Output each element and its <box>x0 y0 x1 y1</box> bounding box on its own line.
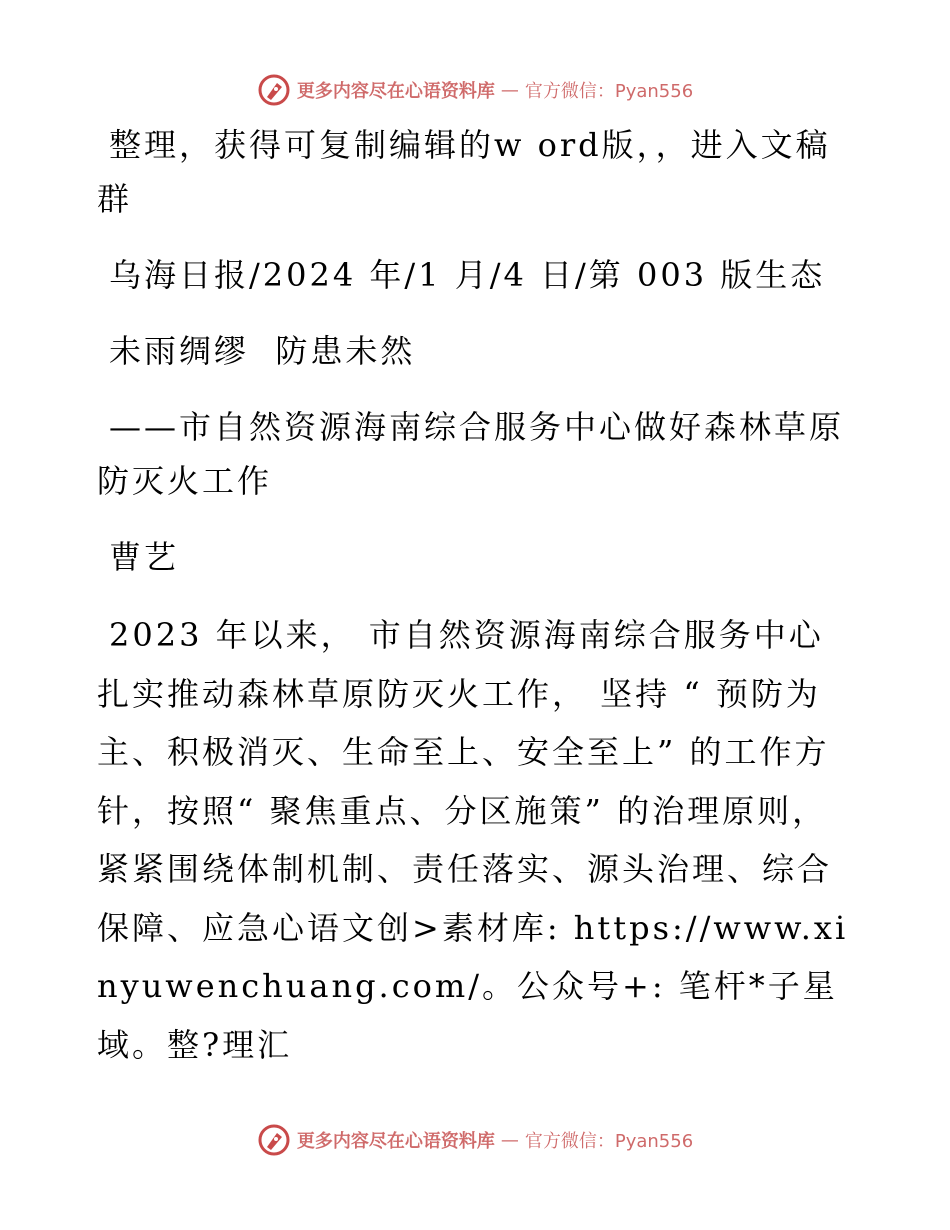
article-title: 未雨绸缪 防患未然 <box>109 332 416 370</box>
banner-title: 更多内容尽在心语资料库 <box>296 1131 495 1152</box>
header-watermark-banner <box>0 70 950 110</box>
article-author: 曹艺 <box>109 538 180 576</box>
banner-separator: — <box>500 1129 519 1151</box>
footer-watermark-banner <box>0 1120 950 1160</box>
banner-wechat: 官方微信：Pyan556 <box>524 1131 694 1152</box>
article-subtitle: ——市自然资源海南综合服务中心做好森林草原防灭火工作 <box>97 408 845 500</box>
document-body <box>97 118 857 1096</box>
banner-wechat: 官方微信：Pyan556 <box>524 81 694 102</box>
pen-nib-icon <box>257 1123 291 1157</box>
banner-separator: — <box>500 79 519 101</box>
banner-title: 更多内容尽在心语资料库 <box>296 81 495 102</box>
article-body: 2023 年以来， 市自然资源海南综合服务中心扎实推动森林草原防灭火工作， 坚持 “ 预防为主、积极消灭、生命至上、安全至上” 的工作方针，按照“ 聚焦重点、分区施策” 的治理原则，紧紧围绕体制机制、责任落实、源头治理、综合保障、应急心语文创>素材库: https://www.xinyuwenchuang.com/。公众号+: 笔杆*子星域。整?理汇 <box>97 616 849 1064</box>
source-line: 乌海日报/2024 年/1 月/4 日/第 003 版生态 <box>109 256 826 294</box>
pen-nib-icon <box>257 73 291 107</box>
intro-text: 整理，获得可复制编辑的w ord版，，进入文稿群 <box>97 126 831 218</box>
